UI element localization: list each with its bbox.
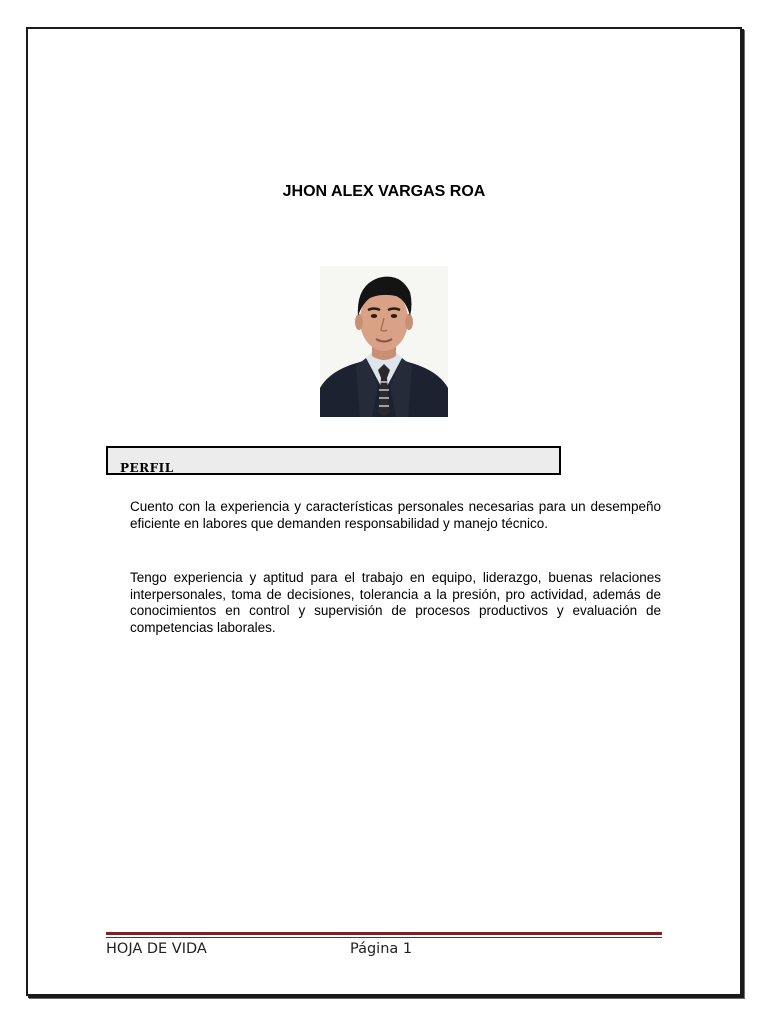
profile-paragraph-2: Tengo experiencia y aptitud para el trabajo en equipo, liderazgo, buenas relaciones interpersonales, toma de decisiones, tolerancia a la presión, pro actividad, además de conocimientos en control y supervisión de procesos productivos y evaluación de competencias laborales.	[130, 570, 661, 635]
section-label-perfil: PERFIL	[120, 461, 174, 475]
profile-section-header	[106, 446, 561, 475]
footer-page-number: Página 1	[350, 941, 413, 957]
footer-divider-thin	[106, 937, 662, 938]
profile-paragraph-1: Cuento con la experiencia y características personales necesarias para un desempeño eficiente en labores que demanden responsabilidad y manejo técnico.	[130, 499, 661, 531]
profile-photo	[320, 266, 448, 417]
footer-document-label: HOJA DE VIDA	[106, 941, 207, 957]
footer-divider	[106, 932, 662, 935]
person-name-heading: JHON ALEX VARGAS ROA	[282, 183, 486, 200]
